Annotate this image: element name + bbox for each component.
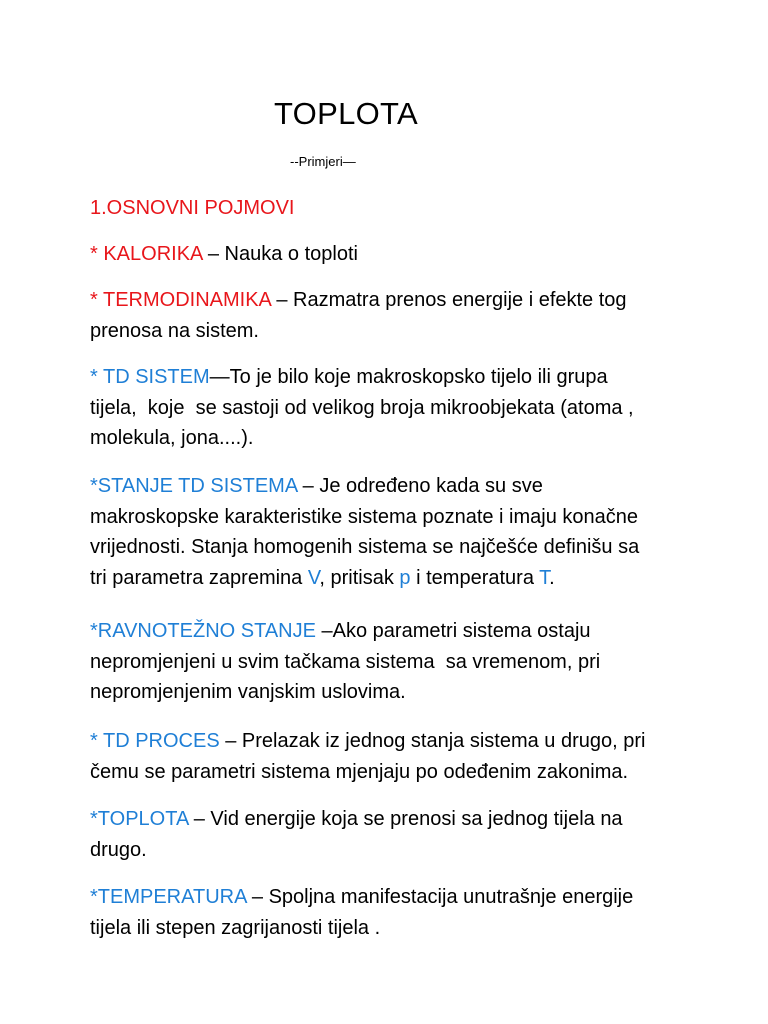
definition-text: nepromjenjenim vanjskim uslovima.	[90, 681, 406, 703]
term-temperatura: *TEMPERATURA	[90, 886, 247, 908]
definition-text: prenosa na sistem.	[90, 319, 259, 342]
definition-ravnotezno-stanje	[90, 616, 690, 708]
definition-td-proces	[90, 726, 690, 787]
term-stanje-td-sistema: *STANJE TD SISTEMA	[90, 475, 298, 497]
term-td-sistem: * TD SISTEM	[90, 366, 210, 388]
definition-text: —To je bilo koje makroskopsko tijelo ili grupa	[209, 366, 608, 388]
parameter-v: V	[307, 566, 320, 589]
definition-text: drugo.	[90, 838, 147, 861]
definition-text: tri parametra zapremina	[90, 566, 303, 589]
term-ravnotezno-stanje: *RAVNOTEŽNO STANJE	[90, 620, 316, 642]
page-subtitle: --Primjeri—	[290, 154, 356, 169]
definition-text: .	[549, 566, 555, 589]
section-heading: 1.OSNOVNI POJMOVI	[90, 197, 295, 219]
definition-temperatura	[90, 882, 690, 943]
definition-text: – Nauka o toploti	[207, 243, 358, 265]
parameter-t: T	[539, 566, 550, 589]
definition-termodinamika	[90, 285, 690, 346]
definition-text: molekula, jona....).	[90, 427, 254, 449]
definition-text: makroskopske karakteristike sistema poznate i imaju konačne	[90, 505, 639, 528]
definition-stanje-td-sistema	[90, 471, 690, 593]
page-title: TOPLOTA	[274, 96, 418, 131]
definition-text: –Ako parametri sistema ostaju	[321, 620, 591, 642]
definition-kalorika	[90, 239, 690, 270]
definition-text: – Vid energije koja se prenosi sa jednog tijela na	[193, 808, 623, 830]
parameter-p: p	[399, 566, 411, 589]
term-toplota: *TOPLOTA	[90, 808, 189, 830]
term-kalorika: * KALORIKA	[90, 243, 203, 265]
definition-td-sistem	[90, 362, 690, 454]
definition-text: – Razmatra prenos energije i efekte tog	[276, 289, 627, 311]
definition-text: – Prelazak iz jednog stanja sistema u drugo, pri	[225, 730, 646, 752]
term-termodinamika: * TERMODINAMIKA	[90, 289, 271, 311]
definition-text: nepromjenjeni u svim tačkama sistema sa vremenom, pri	[90, 650, 601, 673]
definition-text: – Je određeno kada su sve	[302, 475, 543, 497]
definition-text: tijela, koje se sastoji od velikog broja mikroobjekata (atoma ,	[90, 396, 634, 419]
definition-text: vrijednosti. Stanja homogenih sistema se najčešće definišu sa	[90, 536, 640, 558]
term-td-proces: * TD PROCES	[90, 730, 220, 752]
definition-text: tijela ili stepen zagrijanosti tijela .	[90, 916, 381, 939]
definition-text: , pritisak	[319, 566, 394, 589]
definition-text: i temperatura	[410, 566, 534, 589]
definition-text: čemu se parametri sistema mjenjaju po odeđenim zakonima.	[90, 760, 629, 783]
definition-text: – Spoljna manifestacija unutrašnje energije	[251, 886, 634, 908]
definition-toplota	[90, 804, 690, 865]
